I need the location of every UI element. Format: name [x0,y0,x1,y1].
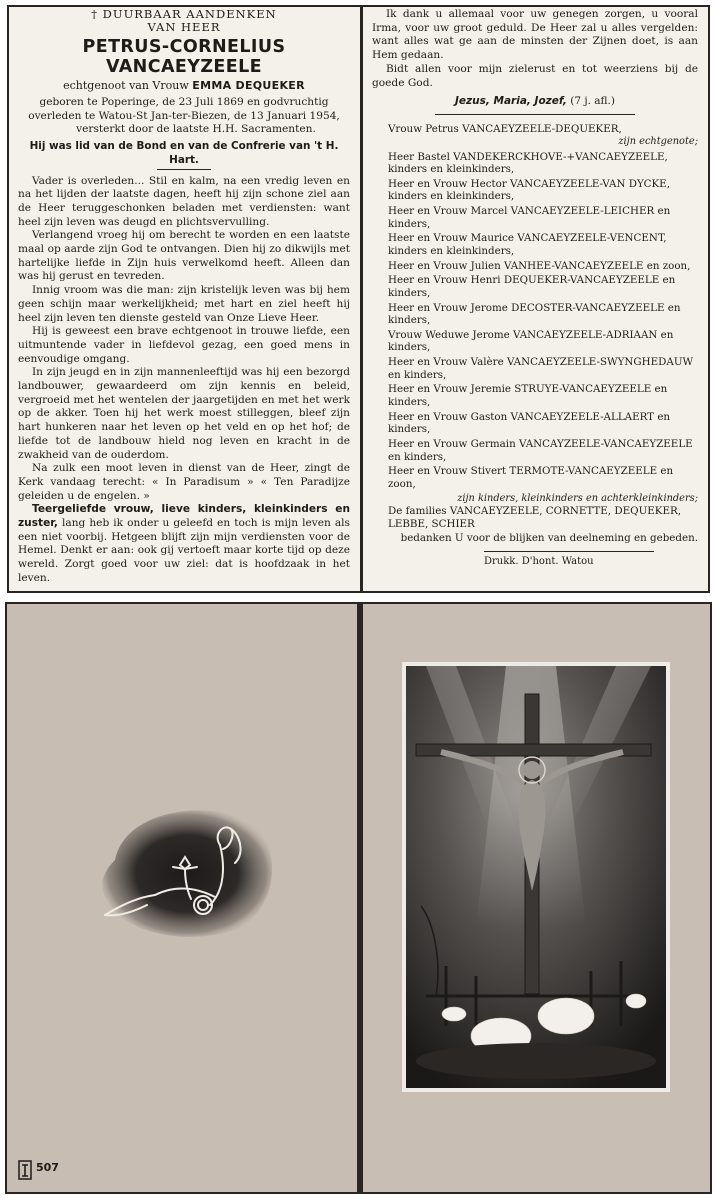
life-dates [18,96,350,137]
paragraph: Vader is overleden... Stil en kalm, na een vredig leven en na het lijden der laatste dagen, heeft hij zijn schone ziel aan de Heer teruggeschonken beladen met verdiensten: want heel zijn leven was deugd en plichtsvervulling. [18,174,350,228]
birth-line: geboren te Poperinge, de 23 Juli 1869 en godvruchtig [39,96,329,108]
list-item: Heer Bastel VANDEKERCKHOVE-+VANCAEYZEELE, kinders en kleinkinders, [388,150,668,176]
farewell-paragraph [18,503,350,585]
list-item: Heer en Vrouw Maurice VANCAEYZEELE-VENCENT, kinders en kleinkinders, [388,232,667,257]
widow-entry [388,123,698,148]
widow-name: Vrouw Petrus VANCAEYZEELE-DEQUEKER, [388,123,622,136]
farewell-text: lang heb ik onder u geleefd en toch is mijn leven als een niet voorbij. Hetgeen blijft zijn mijn verdiensten voor de Hemel. Denkt er aan: ook gij vertoeft maar korte tijd op deze wereld. Zorgt goed voor uw ziel: dat is hoofdzaak in het leven. [18,517,350,584]
prayer-request: Bidt allen voor mijn zielerust en tot weerziens bij de goede God. [372,62,698,89]
list-item: Heer en Vrouw Valère VANCAEYZEELE-SWYNGHEDAUW en kinders, [388,356,694,381]
fold-line-bottom [357,602,361,1194]
divider [484,551,654,552]
prayer-words: Jezus, Maria, Jozef, [455,95,567,108]
divider [435,114,635,115]
cover-image-frame [402,662,670,1092]
crucifix-with-flowers-icon [406,666,666,1088]
prayer-line [372,94,698,108]
memorial-heading: † DUURBAAR AANDENKEN [91,7,277,21]
paragraph: Hij is geweest een brave echtgenoot in trouwe liefde, een uitmuntende vader in liefdevol gezag, een goed mens in eenvoudige omgang. [18,325,350,365]
card-code: 507 [36,1161,59,1174]
deceased-name: PETRUS-CORNELIUS VANCAEYZEELE [82,37,286,77]
paragraph: Verlangend vroeg hij om berecht te worden en een laatste maal op aarde zijn God te ontvangen. Dien hij zo dikwijls met hartelijke liefde in Zijn huis verwelkomd heeft. Alleen dan was hij gerust en tevreden. [18,229,350,283]
list-item: Vrouw Weduwe Jerome VANCAEYZEELE-ADRIAAN en kinders, [388,328,674,354]
list-item: Heer en Vrouw Gaston VANCAEYZEELE-ALLAERT en kinders, [388,410,671,436]
thanks-line: bedanken U voor de blijken van deelneming en gebeden. [400,532,698,545]
indulgence: (7 j. afl.) [566,95,615,108]
mourners-summary: zijn kinders, kleinkinders en achterkleinkinders; [457,492,698,504]
list-item: Heer en Vrouw Hector VANCAEYZEELE-VAN DYCKE, kinders en kleinkinders, [388,177,670,203]
printer-credit: Drukk. D'hont. Watou [484,556,594,568]
paragraph: Na zulk een moot leven in dienst van de Heer, zingt de Kerk vandaag terecht: « In Paradisum » « Ten Paradijze geleiden u de engelen. » [18,462,350,502]
list-item: Heer en Vrouw Marcel VANCAEYZEELE-LEICHER en kinders, [388,205,671,230]
mourners-list [372,123,698,545]
memorial-text-page [18,8,350,586]
list-item: Heer en Vrouw Jeremie STRUYE-VANCAEYZEELE en kinders, [388,383,668,409]
spouse-name: EMMA DEQUEKER [192,79,305,92]
widow-role: zijn echtgenote; [618,135,698,147]
spouse-line [18,78,350,93]
lily-flower-icon [85,805,285,945]
families-line: De families VANCAEYZEELE, CORNETTE, DEQUEKER, LEBBE, SCHIER [388,505,681,530]
fold-line-top [360,5,363,593]
publisher-logo-icon [18,1160,32,1180]
sacraments-line: versterkt door de laatste H.H. Sacramenten. [76,123,316,135]
list-item: Heer en Vrouw Germain VANCAYZEELE-VANCAEYZEELE en kinders, [388,438,693,463]
paragraph: Innig vroom was die man: zijn kristelijk leven was bij hem geen schijn maar werkelijkheid; met hart en ziel heeft hij heel zijn leven ten dienste gesteld van Onze Lieve Heer. [18,284,350,324]
list-item: Heer en Vrouw Jerome DECOSTER-VANCAEYZEELE en kinders, [388,301,681,327]
list-item: Heer en Vrouw Julien VANHEE-VANCAEYZEELE en zoon, [388,259,691,272]
farewell-address: Teergeliefde vrouw, lieve kinders, kleinkinders en zuster, [18,503,350,530]
divider [157,169,211,170]
spouse-prefix: echtgenoot van Vrouw [63,79,189,92]
list-item: Heer en Vrouw Stivert TERMOTE-VANCAEYZEELE en zoon, [388,465,674,490]
family-page [372,8,698,567]
thanks-paragraph: Ik dank u allemaal voor uw genegen zorgen, u vooral Irma, voor uw groot geduld. De Heer zal u alles vergelden: want alles wat ge aan de minsten der Zijnen doet, is aan Hem gedaan. [372,8,698,62]
death-line: overleden te Watou-St Jan-ter-Biezen, de 13 Januari 1954, [28,109,340,122]
list-item: Heer en Vrouw Henri DEQUEKER-VANCAEYZEELE en kinders, [388,274,676,299]
paragraph: In zijn jeugd en in zijn mannenleeftijd was hij een bezorgd landbouwer, gewaardeerd om zijn kennis en beleid, vergroeid met het wentelen der jaargetijden en met het werk op de akker. Toen hij het werk moest stilleggen, bleef zijn hart hunkeren naar het leven op het veld en op het hof; de liefde tot de landbouw hield nog leven en kracht in de zwakheid van de ouderdom. [18,366,350,461]
membership-line: Hij was lid van de Bond en van de Confrerie van 't H. Hart. [29,139,339,166]
van-heer-line: VAN HEER [147,20,221,34]
